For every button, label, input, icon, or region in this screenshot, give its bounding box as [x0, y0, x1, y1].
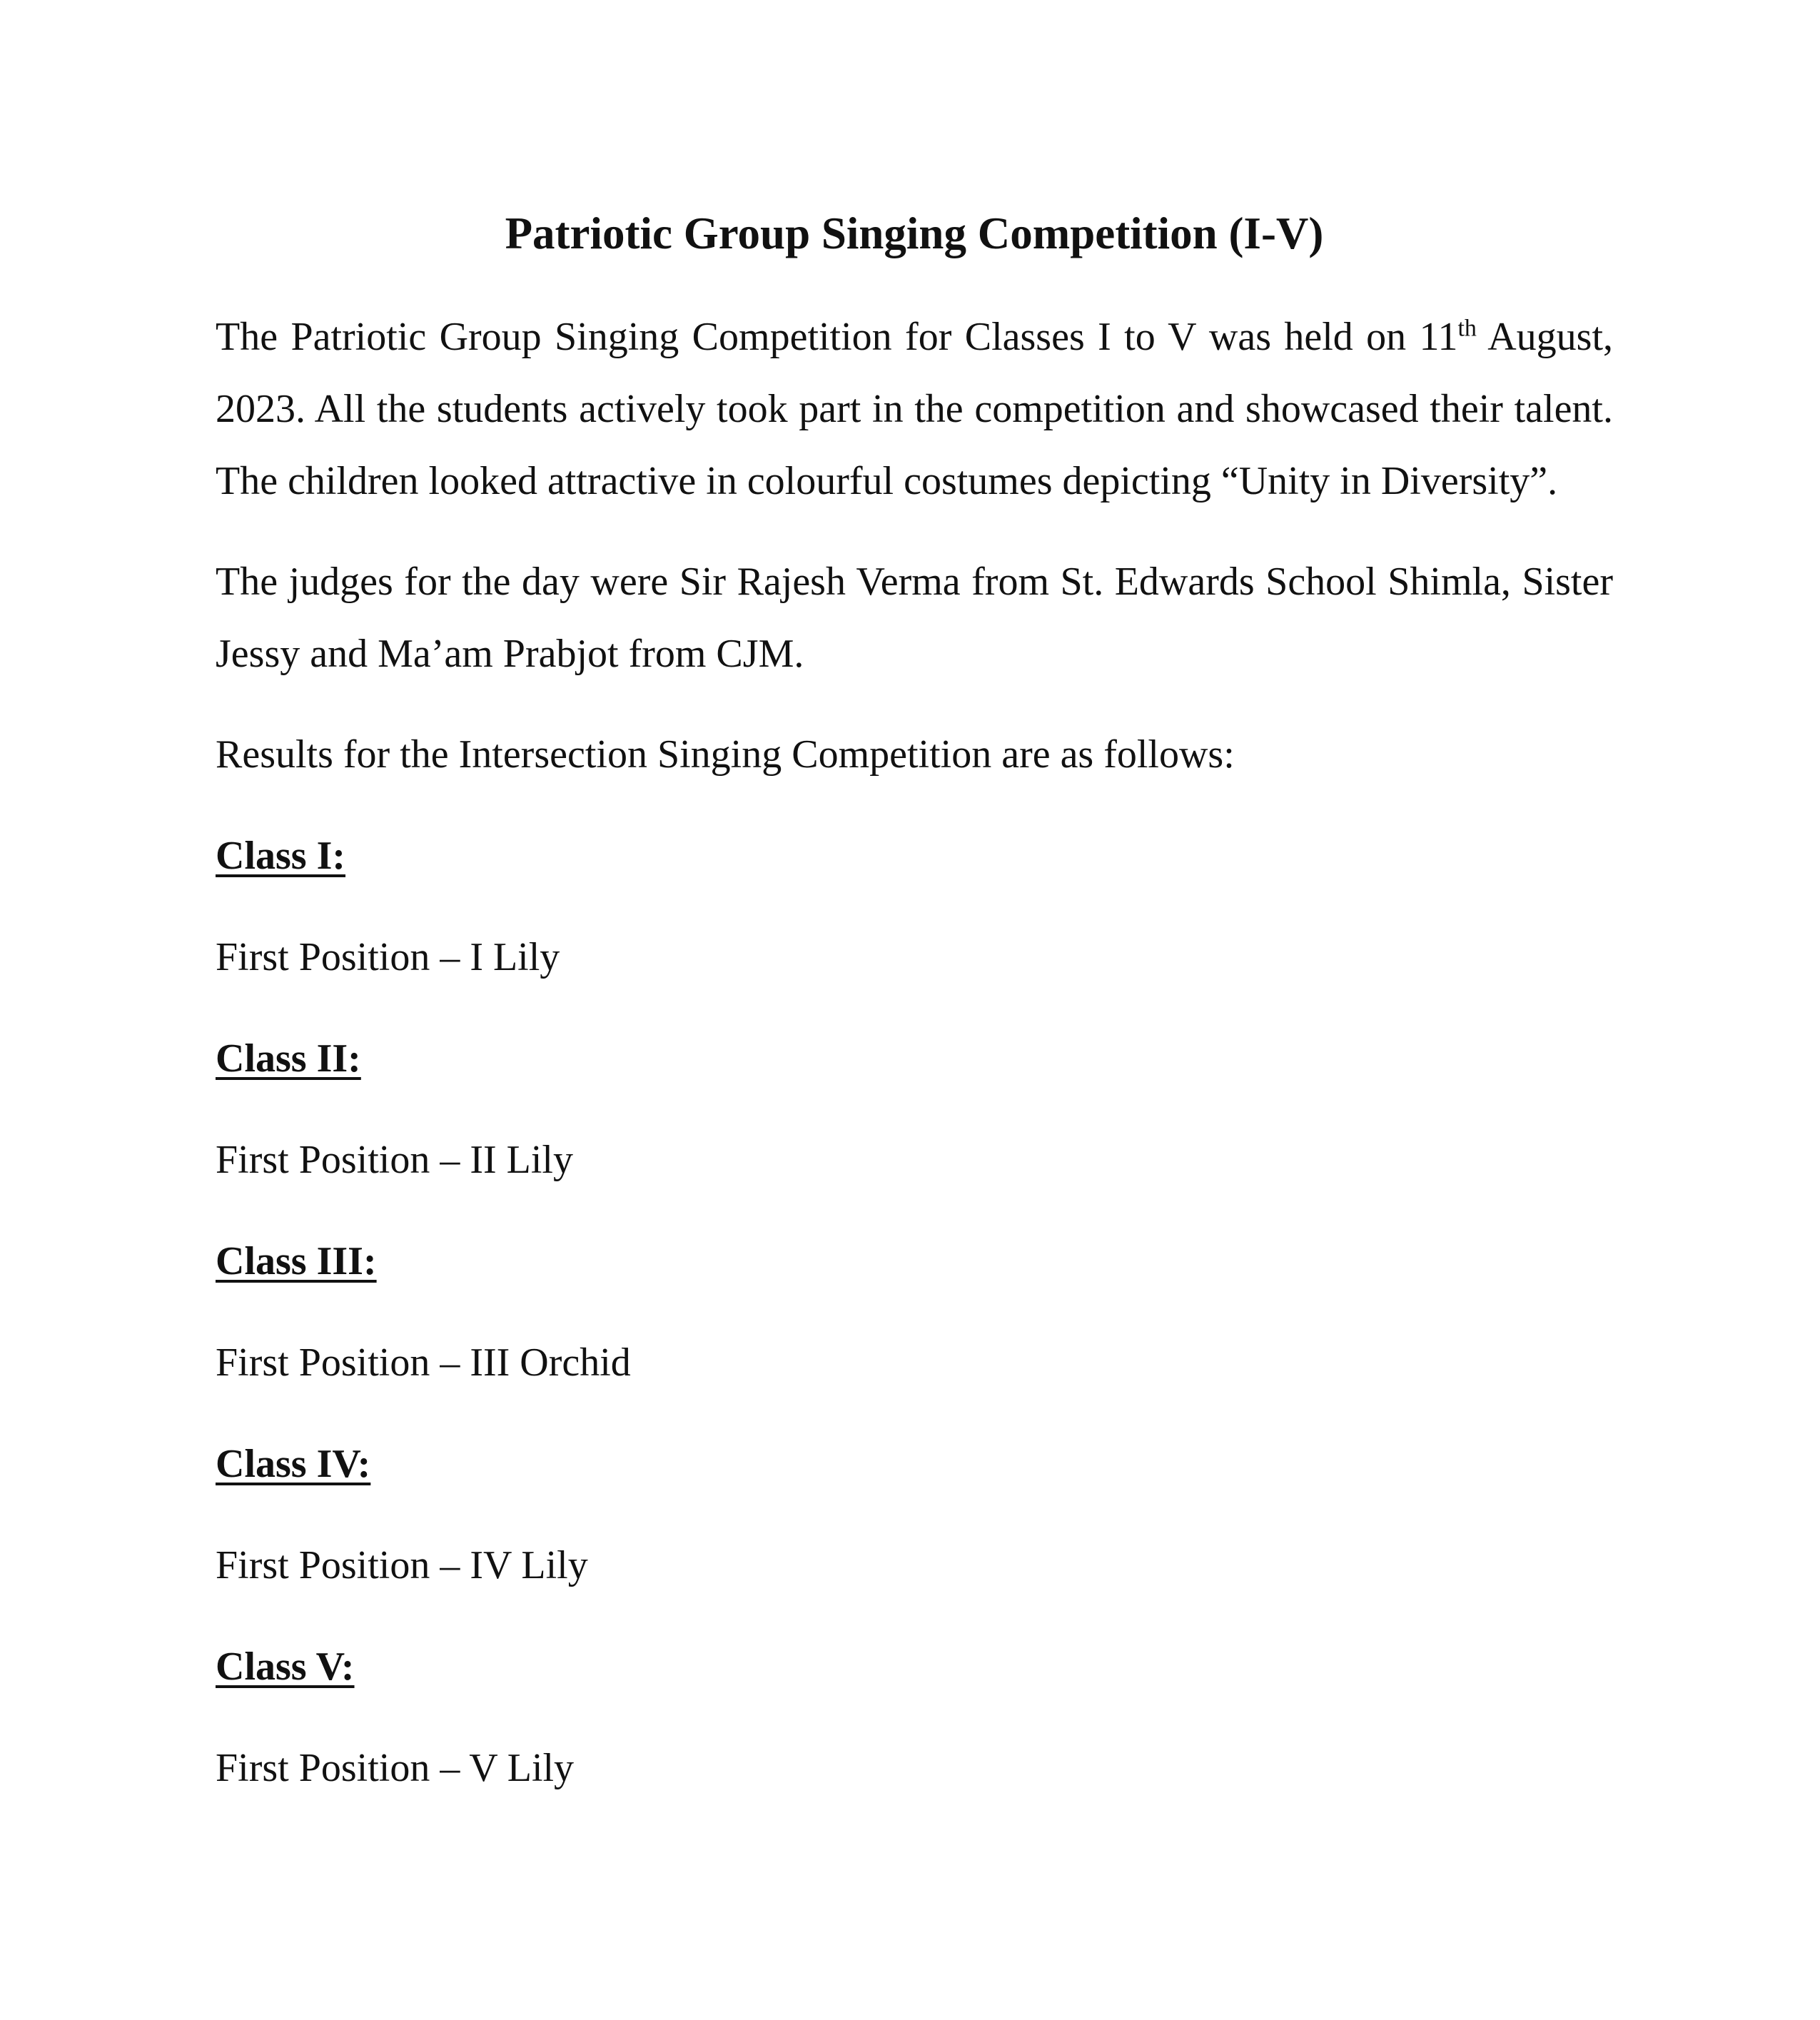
- judges-paragraph: The judges for the day were Sir Rajesh Verma from St. Edwards School Shimla, Sister Jessy and Ma’am Prabjot from CJM.: [216, 559, 1613, 676]
- page-title: Patriotic Group Singing Competition (I-V): [505, 208, 1324, 258]
- results-intro: Results for the Intersection Singing Competition are as follows:: [216, 732, 1235, 777]
- position-line: First Position – V Lily: [216, 1745, 575, 1790]
- results-section: [216, 820, 1613, 1834]
- result-item: [216, 1428, 1613, 1631]
- class-heading: Class II:: [216, 1036, 361, 1081]
- intro-paragraph: [216, 301, 1613, 546]
- result-item: [216, 1226, 1613, 1428]
- result-item: [216, 1023, 1613, 1226]
- position-line: First Position – III Orchid: [216, 1340, 631, 1385]
- class-heading: Class III:: [216, 1238, 377, 1283]
- document-body: [216, 207, 1613, 1834]
- result-item: [216, 820, 1613, 1023]
- class-heading: Class V:: [216, 1644, 355, 1689]
- intro-text-start: The Patriotic Group Singing Competition for Classes I to V was held on 11: [216, 314, 1458, 359]
- class-heading: Class I:: [216, 833, 346, 878]
- intro-text-end: August, 2023. All the students actively took part in the competition and showcased their talent. The children looked attractive in colourful costumes depicting “Unity in Diversity”.: [216, 314, 1614, 503]
- position-line: First Position – IV Lily: [216, 1542, 588, 1587]
- result-item: [216, 1631, 1613, 1834]
- position-line: First Position – I Lily: [216, 934, 560, 979]
- position-line: First Position – II Lily: [216, 1137, 573, 1182]
- date-ordinal-suffix: th: [1457, 314, 1477, 341]
- class-heading: Class IV:: [216, 1441, 371, 1486]
